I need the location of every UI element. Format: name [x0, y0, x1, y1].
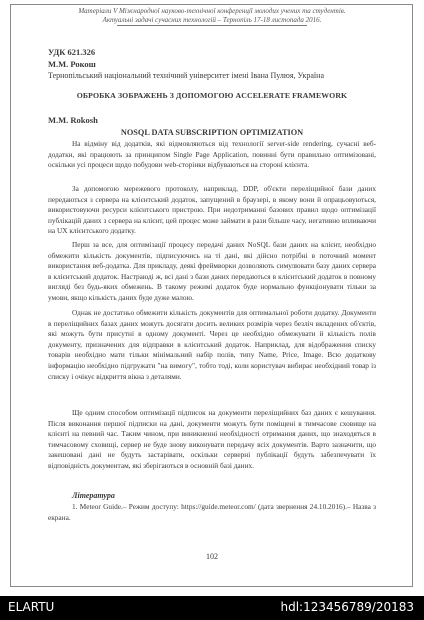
udc-code: УДК 621.326 — [48, 47, 96, 57]
conference-header-line-2: Актуальні задачі сучасних технологій – Тернопіль 17-18 листопада 2016. — [102, 16, 322, 24]
paragraph-5: Ще одним способом оптимізації підписок на документи переліщийних баз даних є кешування. Після виконання першої підписки на дані, документи можуть бути поміщені в тимчасове сховище на клієнті на певний час. Таким чином, при виникненні необхідності отримання даних, що знаходяться в тимчасовому сховищі, сервер не буде знову виконувати передачу всіх документів. Варто зазначити, що закешовані дані не будуть застарівати, оскільки серверні публікації будуть забезпечувати їх відповідність документам, які зберігаються в основній базі даних. — [48, 408, 376, 470]
author-en: M.M. Rokosh — [48, 115, 98, 125]
title-ua: ОБРОБКА ЗОБРАЖЕНЬ З ДОПОМОГОЮ ACCELERATE FRAMEWORK — [76, 91, 348, 100]
literature-item: 1. Meteor Guide.– Режим доступу: https://guide.meteor.com/ (дата звернення 24.10.2016).– Назва з екрана. — [48, 502, 376, 522]
author-ua: М.М. Рокош — [48, 59, 96, 69]
paragraph-1: На відміну від додатків, які відмовляються від технології server-side rendering, сучасні веб-додатки, які працюють за принципом Single Page Application, повинні бути правильно оптимізовані, оскільки усі процеси щодо побудови web-сторінки відбуваються на стороні клієнта. — [48, 139, 376, 170]
footer-bar — [0, 596, 424, 620]
paragraph-4: Однак не достатньо обмежити кількість документів для оптимальної роботи додатку. Документи в переліщийних базах даних можуть досягати досить великих розмірів через безліч вкладених об'єктів, які можуть бути присутні в одному документі. Через це необхідно обмежувати й кількість полів документу, призначених для відправки в клієнтський додаток. Наприклад, для відображення списку товарів необхідно мати тільки мінімальний набір полів, типу Name, Price, Image. Всю додаткову інформацію необхідно підгружати "на вимогу", тобто тоді, коли користувач вибирає необхідний товар із списку і очікує відкриття вікна з деталями. — [48, 308, 376, 381]
affiliation: Тернопільський національний технічний університет імені Івана Пулюя, Україна — [48, 71, 324, 80]
paragraph-3: Перш за все, для оптимізації процесу передачі даних NoSQL бази даних на клієнт, необхідно обмежити кількість документів, підписуючись на ті дані, які дійсно потрібні в поточний момент використання веб-додатка. Для прикладу, деякі фреймворки дозволяють симулювати базу даних сервера в клієнтський додаток. Настраюді ж, всі дані з бази даних передаються в клієнтський додаток в повному вигляді без будь-яких обмежень. В такому режимі додаток буде нормально функціонувати тільки за умови, якщо кількість даних буде дуже малою. — [48, 240, 376, 302]
title-en: NOSQL DATA SUBSCRIPTION OPTIMIZATION — [120, 128, 304, 137]
literature-heading: Література — [72, 491, 115, 500]
repository-name: ELARTU — [8, 600, 55, 614]
conference-header-line-1: Матеріали V Міжнародної науково-технічної конференції молодих учених та студентів. — [78, 7, 346, 15]
page-number: 102 — [206, 552, 218, 561]
handle-id[interactable]: hdl:123456789/20183 — [280, 600, 414, 614]
header-rule — [117, 25, 307, 26]
paragraph-2: За допомогою мережевого протоколу, наприклад, DDP, об'єкти переліщийної бази даних передаються з сервера на клієнтський додаток, запущений в браузері, в якому вони й опрацьовуються, використовуючи ресурси клієнтського пристрою. При недотриманні базових правил щодо оптимізації публікацій даних з сервера на клієнт, цей процес може займати в рази більше часу, негативно впливаючи на UX клієнтського додатку. — [48, 184, 376, 236]
